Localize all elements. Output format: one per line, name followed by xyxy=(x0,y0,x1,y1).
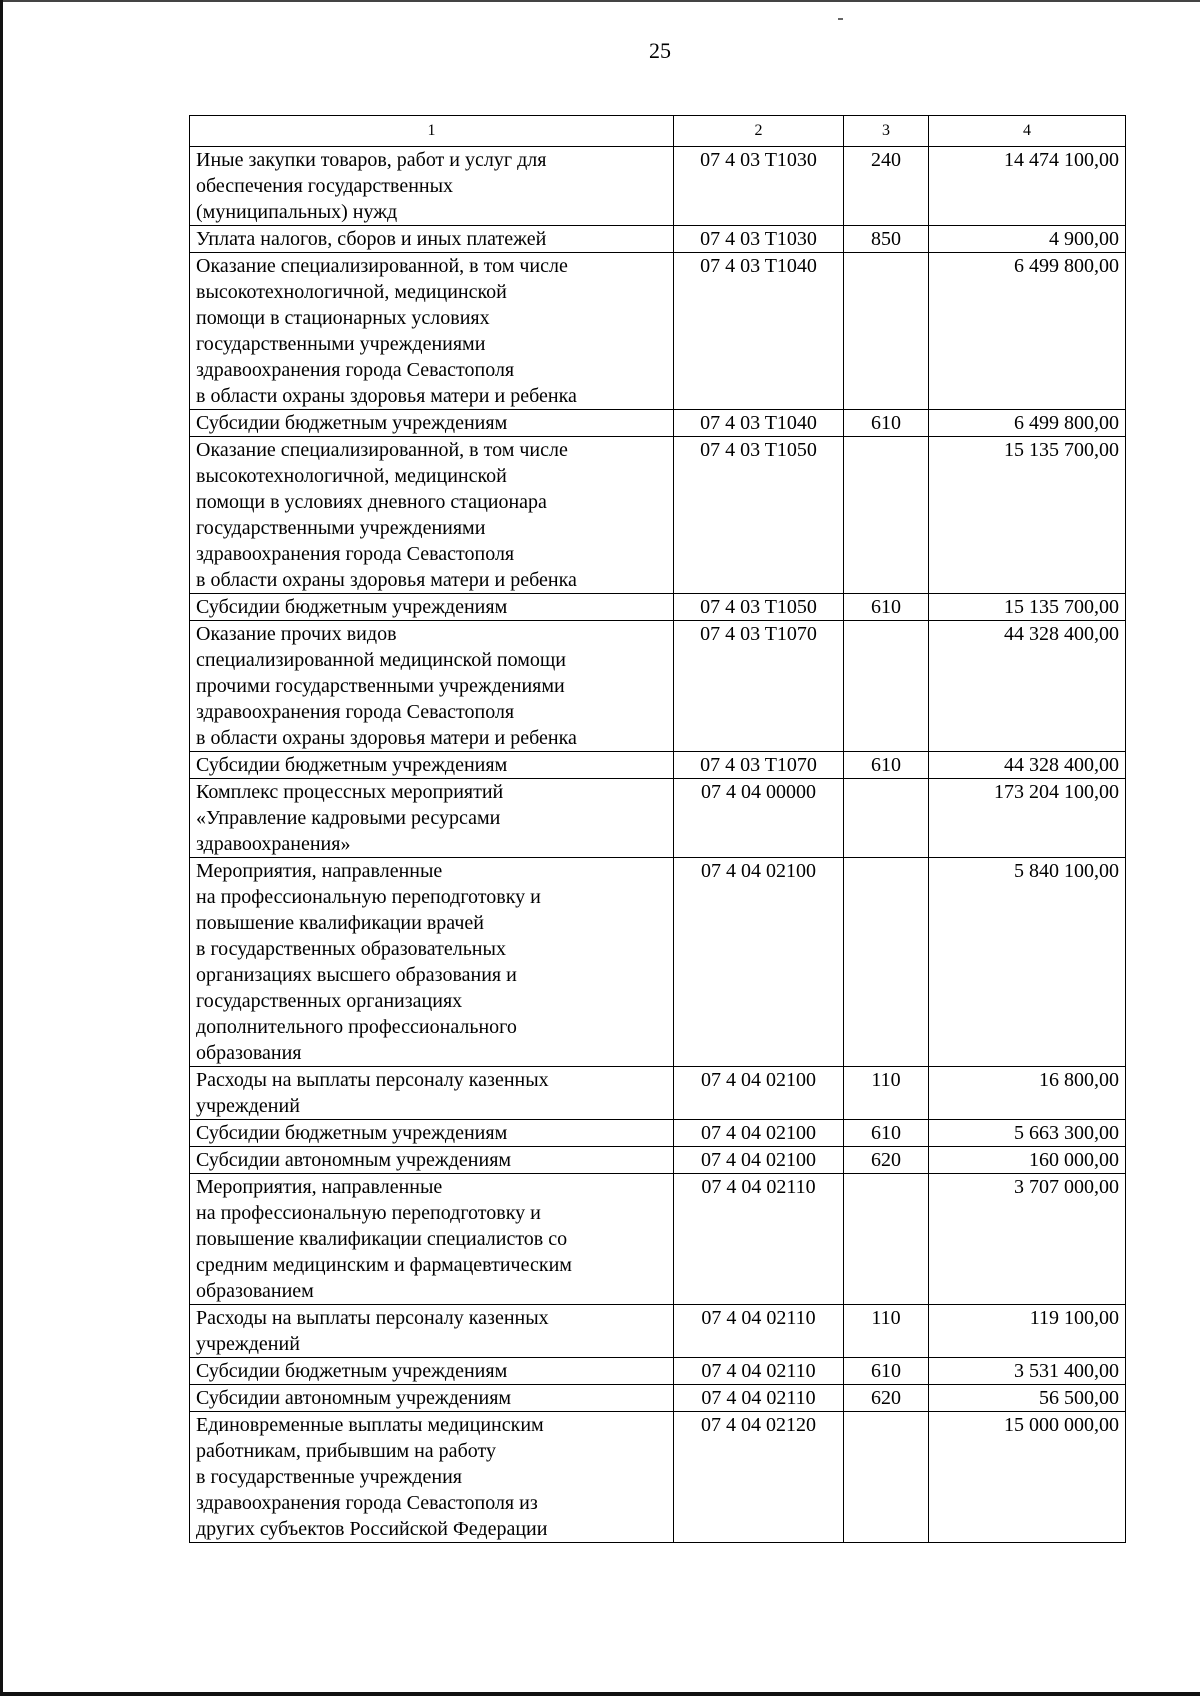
row-name-cell: Комплекс процессных мероприятий «Управление кадровыми ресурсами здравоохранения» xyxy=(190,779,674,858)
table-row xyxy=(190,147,1126,226)
row-code-cell: 07 4 03 T1040 xyxy=(674,253,844,410)
row-code-cell: 07 4 03 T1070 xyxy=(674,752,844,779)
scan-edge-left xyxy=(0,0,3,1696)
row-expense-type-cell xyxy=(844,779,929,858)
row-expense-type-cell: 620 xyxy=(844,1385,929,1412)
row-code-cell: 07 4 04 02100 xyxy=(674,1067,844,1120)
row-amount-cell: 119 100,00 xyxy=(929,1305,1126,1358)
page-number: 25 xyxy=(649,38,671,63)
row-code-cell: 07 4 03 T1050 xyxy=(674,437,844,594)
row-amount-cell: 6 499 800,00 xyxy=(929,410,1126,437)
header-col-2: 2 xyxy=(674,116,844,147)
row-name-cell: Мероприятия, направленные на профессиональную переподготовку и повышение квалификации врачей в государственных образовательных организациях высшего образования и государственных организациях дополнительного профессионального образования xyxy=(190,858,674,1067)
row-code-cell: 07 4 04 02110 xyxy=(674,1174,844,1305)
row-expense-type-cell: 610 xyxy=(844,410,929,437)
scan-edge-bottom xyxy=(0,1692,1200,1696)
header-col-4: 4 xyxy=(929,116,1126,147)
table-row xyxy=(190,779,1126,858)
table-row xyxy=(190,1067,1126,1120)
row-name-cell: Иные закупки товаров, работ и услуг для обеспечения государственных (муниципальных) нужд xyxy=(190,147,674,226)
row-code-cell: 07 4 03 T1070 xyxy=(674,621,844,752)
table-row xyxy=(190,594,1126,621)
row-code-cell: 07 4 04 02120 xyxy=(674,1412,844,1543)
row-expense-type-cell: 610 xyxy=(844,594,929,621)
row-expense-type-cell: 110 xyxy=(844,1067,929,1120)
row-expense-type-cell: 240 xyxy=(844,147,929,226)
header-row xyxy=(190,116,1126,147)
row-name-cell: Расходы на выплаты персоналу казенных учреждений xyxy=(190,1305,674,1358)
row-expense-type-cell: 620 xyxy=(844,1147,929,1174)
table-row xyxy=(190,226,1126,253)
header-col-1: 1 xyxy=(190,116,674,147)
table-row xyxy=(190,437,1126,594)
row-expense-type-cell: 110 xyxy=(844,1305,929,1358)
row-amount-cell: 15 135 700,00 xyxy=(929,437,1126,594)
row-name-cell: Оказание специализированной, в том числе высокотехнологичной, медицинской помощи в условиях дневного стационара государственными учреждениями здравоохранения города Севастополя в области охраны здоровья матери и ребенка xyxy=(190,437,674,594)
table-row xyxy=(190,621,1126,752)
row-name-cell: Субсидии бюджетным учреждениям xyxy=(190,1120,674,1147)
row-code-cell: 07 4 03 T1040 xyxy=(674,410,844,437)
row-name-cell: Уплата налогов, сборов и иных платежей xyxy=(190,226,674,253)
row-amount-cell: 173 204 100,00 xyxy=(929,779,1126,858)
table-row xyxy=(190,253,1126,410)
row-expense-type-cell xyxy=(844,621,929,752)
table-body xyxy=(190,147,1126,1543)
row-code-cell: 07 4 04 02100 xyxy=(674,1147,844,1174)
row-name-cell: Субсидии автономным учреждениям xyxy=(190,1147,674,1174)
row-expense-type-cell xyxy=(844,1174,929,1305)
table-row xyxy=(190,752,1126,779)
row-amount-cell: 4 900,00 xyxy=(929,226,1126,253)
row-expense-type-cell xyxy=(844,1412,929,1543)
row-code-cell: 07 4 04 00000 xyxy=(674,779,844,858)
row-amount-cell: 3 707 000,00 xyxy=(929,1174,1126,1305)
row-name-cell: Оказание специализированной, в том числе высокотехнологичной, медицинской помощи в стационарных условиях государственными учреждениями здравоохранения города Севастополя в области охраны здоровья матери и ребенка xyxy=(190,253,674,410)
row-name-cell: Оказание прочих видов специализированной медицинской помощи прочими государственными учреждениями здравоохранения города Севастополя в области охраны здоровья матери и ребенка xyxy=(190,621,674,752)
table-row xyxy=(190,858,1126,1067)
row-expense-type-cell xyxy=(844,437,929,594)
table-row xyxy=(190,1385,1126,1412)
table-header xyxy=(190,116,1126,147)
row-code-cell: 07 4 03 T1050 xyxy=(674,594,844,621)
table-row xyxy=(190,1147,1126,1174)
table-row xyxy=(190,1174,1126,1305)
row-code-cell: 07 4 04 02110 xyxy=(674,1385,844,1412)
row-amount-cell: 3 531 400,00 xyxy=(929,1358,1126,1385)
row-code-cell: 07 4 04 02100 xyxy=(674,858,844,1067)
table-row xyxy=(190,1412,1126,1543)
row-amount-cell: 15 000 000,00 xyxy=(929,1412,1126,1543)
row-amount-cell: 15 135 700,00 xyxy=(929,594,1126,621)
row-expense-type-cell: 610 xyxy=(844,1120,929,1147)
row-name-cell: Субсидии автономным учреждениям xyxy=(190,1385,674,1412)
table-row xyxy=(190,1120,1126,1147)
row-name-cell: Субсидии бюджетным учреждениям xyxy=(190,752,674,779)
row-amount-cell: 16 800,00 xyxy=(929,1067,1126,1120)
header-col-3: 3 xyxy=(844,116,929,147)
row-name-cell: Единовременные выплаты медицинским работникам, прибывшим на работу в государственные учреждения здравоохранения города Севастополя из других субъектов Российской Федерации xyxy=(190,1412,674,1543)
row-amount-cell: 14 474 100,00 xyxy=(929,147,1126,226)
row-name-cell: Субсидии бюджетным учреждениям xyxy=(190,1358,674,1385)
row-expense-type-cell: 850 xyxy=(844,226,929,253)
row-name-cell: Расходы на выплаты персоналу казенных учреждений xyxy=(190,1067,674,1120)
table-row xyxy=(190,1305,1126,1358)
row-code-cell: 07 4 04 02110 xyxy=(674,1305,844,1358)
row-expense-type-cell: 610 xyxy=(844,752,929,779)
row-amount-cell: 44 328 400,00 xyxy=(929,621,1126,752)
row-amount-cell: 160 000,00 xyxy=(929,1147,1126,1174)
row-expense-type-cell xyxy=(844,253,929,410)
budget-table xyxy=(189,115,1126,1543)
row-amount-cell: 56 500,00 xyxy=(929,1385,1126,1412)
row-name-cell: Субсидии бюджетным учреждениям xyxy=(190,594,674,621)
row-expense-type-cell xyxy=(844,858,929,1067)
scan-edge-top xyxy=(0,0,1200,2)
table-row xyxy=(190,1358,1126,1385)
table-row xyxy=(190,410,1126,437)
row-name-cell: Субсидии бюджетным учреждениям xyxy=(190,410,674,437)
row-amount-cell: 44 328 400,00 xyxy=(929,752,1126,779)
row-code-cell: 07 4 03 T1030 xyxy=(674,147,844,226)
row-name-cell: Мероприятия, направленные на профессиональную переподготовку и повышение квалификации специалистов со средним медицинским и фармацевтическим образованием xyxy=(190,1174,674,1305)
row-code-cell: 07 4 03 T1030 xyxy=(674,226,844,253)
row-code-cell: 07 4 04 02110 xyxy=(674,1358,844,1385)
row-expense-type-cell: 610 xyxy=(844,1358,929,1385)
row-amount-cell: 5 840 100,00 xyxy=(929,858,1126,1067)
row-code-cell: 07 4 04 02100 xyxy=(674,1120,844,1147)
row-amount-cell: 6 499 800,00 xyxy=(929,253,1126,410)
row-amount-cell: 5 663 300,00 xyxy=(929,1120,1126,1147)
scan-speck xyxy=(838,18,843,20)
